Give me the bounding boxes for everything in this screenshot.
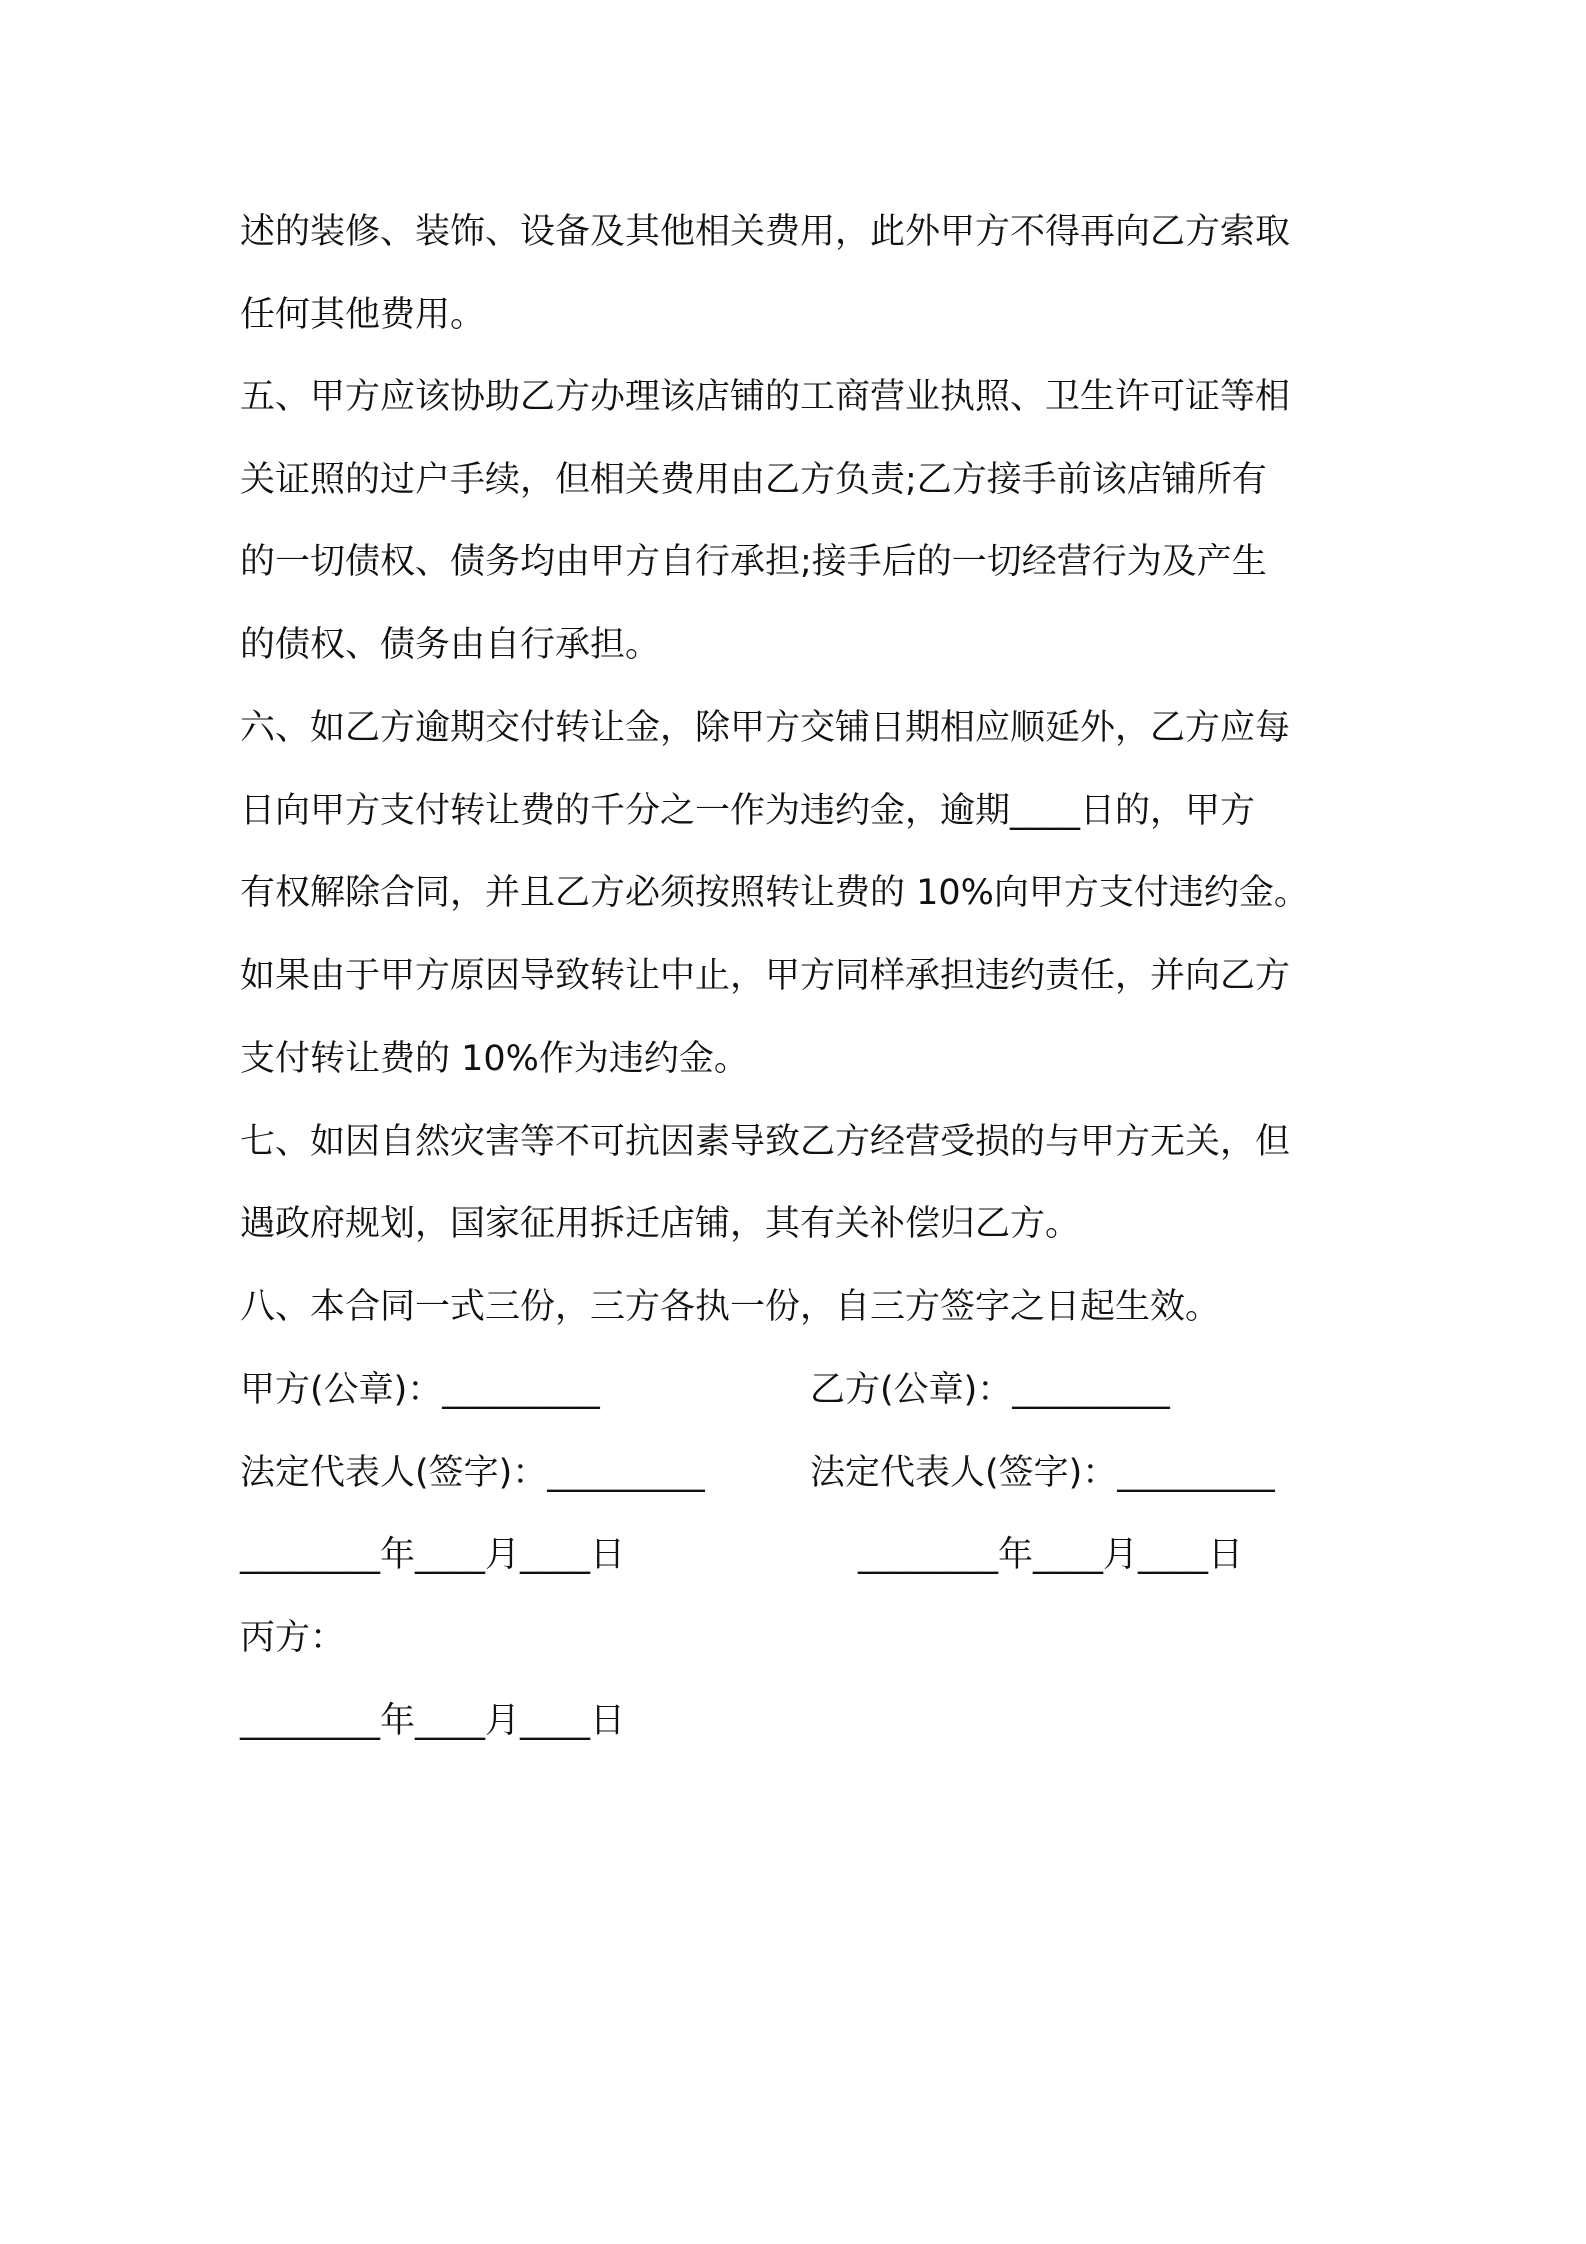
clause-seven-line: 遇政府规划，国家征用拆迁店铺，其有关补偿归乙方。 bbox=[240, 1204, 1081, 1244]
clause-eight-line: 八、本合同一式三份，三方各执一份，自三方签字之日起生效。 bbox=[240, 1287, 1221, 1327]
party-b-seal: 乙方(公章)：_________ bbox=[810, 1370, 1170, 1410]
party-a-seal: 甲方(公章)：_________ bbox=[240, 1370, 600, 1410]
clause-five-line: 的一切债权、债务均由甲方自行承担;接手后的一切经营行为及产生 bbox=[240, 542, 1267, 582]
clause-six-line: 如果由于甲方原因导致转让中止，甲方同样承担违约责任，并向乙方 bbox=[240, 956, 1291, 996]
clause-six-line: 六、如乙方逾期交付转让金，除甲方交铺日期相应顺延外，乙方应每 bbox=[240, 708, 1291, 748]
clause-six-line: 有权解除合同，并且乙方必须按照转让费的 10%向甲方支付违约金。 bbox=[240, 873, 1309, 913]
clause-seven-line: 七、如因自然灾害等不可抗因素导致乙方经营受损的与甲方无关，但 bbox=[240, 1122, 1291, 1162]
clause-five-line: 关证照的过户手续，但相关费用由乙方负责;乙方接手前该店铺所有 bbox=[240, 460, 1267, 500]
party-b-representative: 法定代表人(签字)：_________ bbox=[810, 1453, 1275, 1493]
paragraph-line: 任何其他费用。 bbox=[240, 295, 486, 335]
clause-five-line: 的债权、债务由自行承担。 bbox=[240, 625, 661, 665]
party-c-label: 丙方： bbox=[240, 1618, 346, 1658]
party-b-date: ________年____月____日 bbox=[858, 1535, 1244, 1575]
party-a-representative: 法定代表人(签字)：_________ bbox=[240, 1453, 705, 1493]
paragraph-line: 述的装修、装饰、设备及其他相关费用，此外甲方不得再向乙方索取 bbox=[240, 212, 1291, 252]
party-a-date: ________年____月____日 bbox=[240, 1535, 626, 1575]
party-c-date: ________年____月____日 bbox=[240, 1701, 626, 1741]
clause-five-line: 五、甲方应该协助乙方办理该店铺的工商营业执照、卫生许可证等相 bbox=[240, 377, 1291, 417]
clause-six-line: 日向甲方支付转让费的千分之一作为违约金，逾期____日的，甲方 bbox=[240, 791, 1256, 831]
clause-six-line: 支付转让费的 10%作为违约金。 bbox=[240, 1039, 749, 1079]
